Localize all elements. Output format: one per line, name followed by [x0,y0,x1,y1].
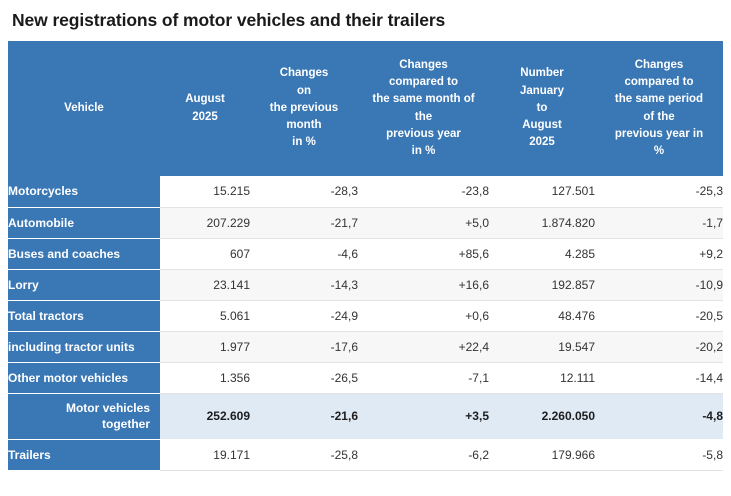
table-row [8,207,723,238]
table-row [8,238,723,269]
cell-number-january-to-august: 12.111 [489,362,595,393]
column-header-change-same-month-previous-year: Changes compared to the same month of the previous year in % [358,41,489,176]
table-row [8,269,723,300]
cell-change-previous-month: -25,8 [250,439,358,470]
column-header-number-january-to-august-2025: Number January to August 2025 [489,41,595,176]
cell-change-same-period-previous-year: -14,4 [595,362,723,393]
cell-change-previous-month: -14,3 [250,269,358,300]
cell-august-2025: 207.229 [160,207,250,238]
cell-change-same-month-previous-year: +85,6 [358,238,489,269]
cell-number-january-to-august: 192.857 [489,269,595,300]
cell-change-same-period-previous-year: -20,2 [595,331,723,362]
column-header-change-previous-month: Changes on the previous month in % [250,41,358,176]
cell-august-2025: 5.061 [160,300,250,331]
row-label: Buses and coaches [8,238,160,269]
column-header-august-2025: August 2025 [160,41,250,176]
cell-number-january-to-august: 179.966 [489,439,595,470]
cell-number-january-to-august: 48.476 [489,300,595,331]
column-header-change-same-period-previous-year: Changes compared to the same period of the previous year in % [595,41,723,176]
cell-change-same-month-previous-year: +22,4 [358,331,489,362]
cell-change-previous-month: -26,5 [250,362,358,393]
total-cell-change-previous-month: -21,6 [250,393,358,439]
cell-august-2025: 15.215 [160,176,250,207]
cell-august-2025: 1.977 [160,331,250,362]
table-header [8,41,723,176]
total-cell-change-same-month-previous-year: +3,5 [358,393,489,439]
cell-change-same-period-previous-year: -5,8 [595,439,723,470]
cell-august-2025: 1.356 [160,362,250,393]
total-cell-number-january-to-august: 2.260.050 [489,393,595,439]
cell-number-january-to-august: 1.874.820 [489,207,595,238]
row-label: Other motor vehicles [8,362,160,393]
cell-number-january-to-august: 19.547 [489,331,595,362]
cell-change-previous-month: -17,6 [250,331,358,362]
cell-number-january-to-august: 4.285 [489,238,595,269]
cell-change-same-period-previous-year: -10,9 [595,269,723,300]
page-title: New registrations of motor vehicles and their trailers [12,10,446,30]
row-label: Lorry [8,269,160,300]
cell-change-same-period-previous-year: -1,7 [595,207,723,238]
cell-change-same-month-previous-year: +16,6 [358,269,489,300]
table-row [8,300,723,331]
table-row [8,362,723,393]
cell-august-2025: 19.171 [160,439,250,470]
table-row [8,439,723,470]
cell-change-previous-month: -4,6 [250,238,358,269]
cell-number-january-to-august: 127.501 [489,176,595,207]
cell-change-previous-month: -21,7 [250,207,358,238]
cell-change-same-month-previous-year: +5,0 [358,207,489,238]
row-label: Trailers [8,439,160,470]
total-cell-change-same-period-previous-year: -4,8 [595,393,723,439]
column-header-vehicle: Vehicle [8,41,160,176]
cell-change-same-period-previous-year: +9,2 [595,238,723,269]
total-row-label: Motor vehicles together [8,393,160,439]
cell-change-same-month-previous-year: -7,1 [358,362,489,393]
table-body [8,176,723,470]
table-row [8,176,723,207]
cell-change-same-period-previous-year: -25,3 [595,176,723,207]
row-label: Total tractors [8,300,160,331]
row-label: including tractor units [8,331,160,362]
cell-change-same-month-previous-year: -6,2 [358,439,489,470]
cell-august-2025: 607 [160,238,250,269]
total-cell-august-2025: 252.609 [160,393,250,439]
row-label: Automobile [8,207,160,238]
row-label: Motorcycles [8,176,160,207]
cell-change-same-month-previous-year: -23,8 [358,176,489,207]
cell-august-2025: 23.141 [160,269,250,300]
registrations-table [8,41,723,471]
table-header-row [8,41,723,176]
cell-change-same-period-previous-year: -20,5 [595,300,723,331]
table-total-row [8,393,723,439]
table-row [8,331,723,362]
cell-change-previous-month: -24,9 [250,300,358,331]
cell-change-previous-month: -28,3 [250,176,358,207]
cell-change-same-month-previous-year: +0,6 [358,300,489,331]
